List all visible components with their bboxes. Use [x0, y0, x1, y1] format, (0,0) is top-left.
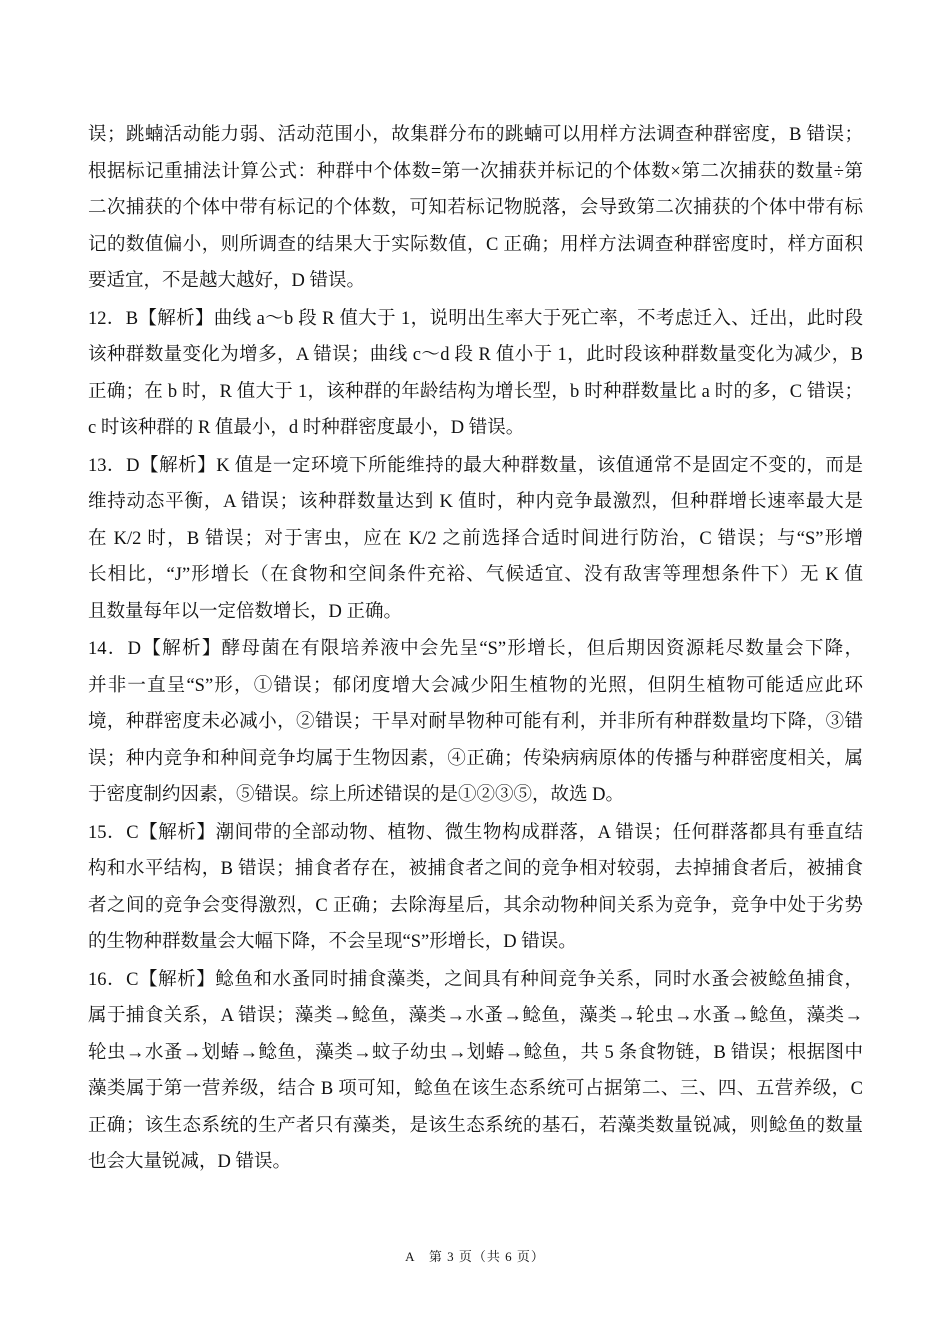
- text-line: 要适宜，不是越大越好，D 错误。: [88, 271, 365, 291]
- page-footer: A 第 3 页（共 6 页）: [405, 1249, 545, 1264]
- text-line: 记的数值偏小，则所调查的结果大于实际数值，C 正确；用样方法调查种群密度时，样方面积: [88, 234, 863, 255]
- answer-paragraph: [88, 301, 863, 447]
- text-line: 境，种群密度未必减小，②错误；干旱对耐旱物种可能有利，并非所有种群数量均下降，③错: [88, 712, 863, 732]
- text-line: 藻类属于第一营养级，结合 B 项可知，鲶鱼在该生态系统可占据第二、三、四、五营养级，C: [88, 1079, 863, 1099]
- answer-paragraph: [88, 448, 863, 631]
- text-line: 正确；该生态系统的生产者只有藻类，是该生态系统的基石，若藻类数量锐减，则鲶鱼的数量: [88, 1115, 863, 1136]
- text-line: 轮虫→水蚤→划蝽→鲶鱼，藻类→蚊子幼虫→划蝽→鲶鱼，共 5 条食物链，B 错误；根据图中: [88, 1042, 863, 1063]
- text-line: 且数量每年以一定倍数增长，D 正确。: [88, 601, 402, 622]
- text-line: 的生物种群数量会大幅下降，不会呈现“S”形增长，D 错误。: [88, 932, 577, 952]
- text-line: 在 K/2 时，B 错误；对于害虫，应在 K/2 之前选择合适时间进行防治，C 错误；与“S”形增: [88, 528, 863, 549]
- text-line: 15．C【解析】潮间带的全部动物、植物、微生物构成群落，A 错误；任何群落都具有垂直结: [88, 822, 863, 843]
- text-line: 维持动态平衡，A 错误；该种群数量达到 K 值时，种内竞争最激烈，但种群增长速率最大是: [88, 492, 863, 512]
- text-line: 也会大量锐减，D 错误。: [88, 1152, 291, 1172]
- text-line: c 时该种群的 R 值最小，d 时种群密度最小，D 错误。: [88, 418, 525, 438]
- text-line: 二次捕获的个体中带有标记的个体数，可知若标记物脱落，会导致第二次捕获的个体中带有标: [88, 198, 863, 218]
- answer-paragraph: [88, 631, 863, 814]
- text-line: 12．B【解析】曲线 a～b 段 R 值大于 1，说明出生率大于死亡率，不考虑迁入、迁出，此时段: [88, 308, 863, 329]
- text-line: 16．C【解析】鲶鱼和水蚤同时捕食藻类，之间具有种间竞争关系，同时水蚤会被鲶鱼捕食，: [88, 969, 863, 990]
- document-body: [88, 117, 863, 1181]
- text-line: 属于捕食关系，A 错误；藻类→鲶鱼，藻类→水蚤→鲶鱼，藻类→轮虫→水蚤→鲶鱼，藻类→: [88, 1006, 863, 1026]
- answer-paragraph: [88, 815, 863, 961]
- text-line: 该种群数量变化为增多，A 错误；曲线 c～d 段 R 值小于 1，此时段该种群数量变化为减少，B: [88, 345, 863, 365]
- text-line: 误；跳蝻活动能力弱、活动范围小，故集群分布的跳蝻可以用样方法调查种群密度，B 错误；: [88, 125, 863, 145]
- text-line: 正确；在 b 时，R 值大于 1，该种群的年龄结构为增长型，b 时种群数量比 a 时的多，C 错误；: [88, 381, 863, 402]
- text-line: 13．D【解析】K 值是一定环境下所能维持的最大种群数量，该值通常不是固定不变的，而是: [88, 455, 863, 476]
- text-line: 构和水平结构，B 错误；捕食者存在，被捕食者之间的竞争相对较弱，去掉捕食者后，被捕食: [88, 859, 863, 879]
- answer-paragraph: [88, 117, 863, 300]
- text-line: 14．D【解析】酵母菌在有限培养液中会先呈“S”形增长，但后期因资源耗尽数量会下降，: [88, 639, 863, 659]
- text-line: 长相比，“J”形增长（在食物和空间条件充裕、气候适宜、没有敌害等理想条件下）无 K 值: [88, 565, 863, 585]
- text-line: 误；种内竞争和种间竞争均属于生物因素，④正确；传染病病原体的传播与种群密度相关，属: [88, 748, 863, 769]
- text-line: 并非一直呈“S”形，①错误；郁闭度增大会减少阳生植物的光照，但阴生植物可能适应此环: [88, 675, 863, 696]
- text-line: 于密度制约因素，⑤错误。综上所述错误的是①②③⑤，故选 D。: [88, 785, 624, 805]
- text-line: 根据标记重捕法计算公式：种群中个体数=第一次捕获并标记的个体数×第二次捕获的数量÷第: [88, 161, 863, 182]
- text-line: 者之间的竞争会变得激烈，C 正确；去除海星后，其余动物种间关系为竞争，竞争中处于劣势: [88, 895, 863, 916]
- answer-paragraph: [88, 962, 863, 1181]
